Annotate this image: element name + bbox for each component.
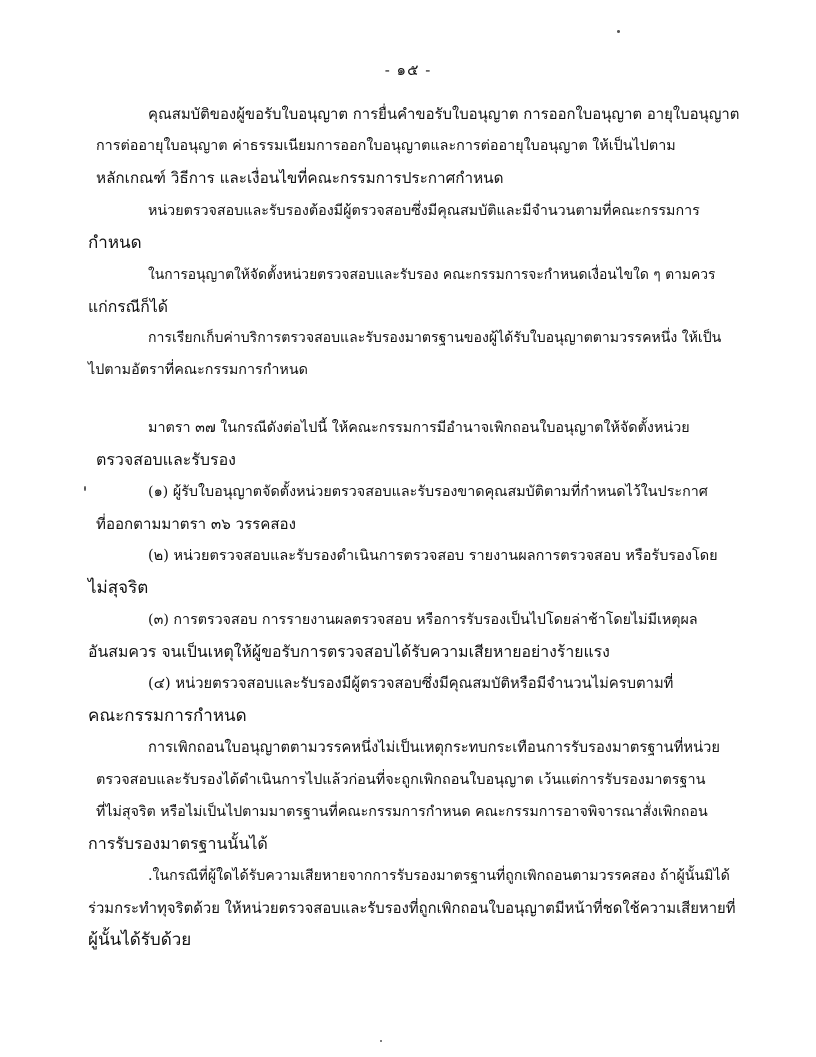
text-line: หน่วยตรวจสอบและรับรองต้องมีผู้ตรวจสอบซึ่งมีคุณสมบัติและมีจำนวนตามที่คณะกรรมการ (148, 203, 700, 219)
text-line: คุณสมบัติของผู้ขอรับใบอนุญาต การยื่นคำขอรับใบอนุญาต การออกใบอนุญาต อายุใบอนุญาต (148, 105, 740, 123)
text-line: ผู้นั้นได้รับด้วย (88, 930, 192, 950)
text-line: การเพิกถอนใบอนุญาตตามวรรคหนึ่งไม่เป็นเหตุกระทบกระเทือนการรับรองมาตรฐานที่หน่วย (148, 739, 720, 756)
text-line: .ในกรณีที่ผู้ใดได้รับความเสียหายจากการรับรองมาตรฐานที่ถูกเพิกถอนตามวรรคสอง ถ้าผู้นั้นมิได้ (148, 868, 730, 884)
text-line: ตรวจสอบและรับรอง (96, 450, 236, 469)
text-line: คณะกรรมการกำหนด (88, 706, 247, 726)
text-line: การต่ออายุใบอนุญาต ค่าธรรมเนียมการออกใบอนุญาตและการต่ออายุใบอนุญาต ให้เป็นไปตาม (96, 138, 676, 154)
scan-speck (84, 486, 86, 491)
scan-speck (617, 30, 620, 33)
text-line: การเรียกเก็บค่าบริการตรวจสอบและรับรองมาตรฐานของผู้ได้รับใบอนุญาตตามวรรคหนึ่ง ให้เป็น (148, 330, 722, 346)
text-line: (๓) การตรวจสอบ การรายงานผลตรวจสอบ หรือการรับรองเป็นไปโดยล่าช้าโดยไม่มีเหตุผล (148, 612, 698, 628)
text-line: ที่ออกตามมาตรา ๓๖ วรรคสอง (96, 515, 296, 533)
scan-speck (380, 1040, 382, 1042)
text-line: ตรวจสอบและรับรองได้ดำเนินการไปแล้วก่อนที่จะถูกเพิกถอนใบอนุญาต เว้นแต่การรับรองมาตรฐาน (96, 772, 706, 788)
text-line: (๑) ผู้รับใบอนุญาตจัดตั้งหน่วยตรวจสอบและรับรองขาดคุณสมบัติตามที่กำหนดไว้ในประกาศ (148, 484, 708, 500)
text-line: กำหนด (88, 233, 142, 253)
text-line: ที่ไม่สุจริต หรือไม่เป็นไปตามมาตรฐานที่คณะกรรมการกำหนด คณะกรรมการอาจพิจารณาสั่งเพิกถอน (96, 804, 708, 820)
text-line: แก่กรณีก็ได้ (88, 297, 168, 316)
text-line: หลักเกณฑ์ วิธีการ และเงื่อนไขที่คณะกรรมการประกาศกำหนด (96, 169, 504, 187)
section-heading-line: มาตรา ๓๗ ในกรณีดังต่อไปนี้ ให้คณะกรรมการมีอำนาจเพิกถอนใบอนุญาตให้จัดตั้งหน่วย (148, 420, 690, 436)
text-line: ไปตามอัตราที่คณะกรรมการกำหนด (88, 362, 308, 378)
text-line: อันสมควร จนเป็นเหตุให้ผู้ขอรับการตรวจสอบได้รับความเสียหายอย่างร้ายแรง (88, 642, 610, 661)
text-line: ร่วมกระทำทุจริตด้วย ให้หน่วยตรวจสอบและรับรองที่ถูกเพิกถอนใบอนุญาตมีหน้าที่ชดใช้ความเสียหายที่ (88, 899, 736, 917)
page-number: - ๑๕ - (384, 61, 432, 79)
text-line: การรับรองมาตรฐานนั้นได้ (88, 834, 268, 853)
text-line: (๒) หน่วยตรวจสอบและรับรองดำเนินการตรวจสอบ รายงานผลการตรวจสอบ หรือรับรองโดย (148, 548, 718, 564)
text-line: ในการอนุญาตให้จัดตั้งหน่วยตรวจสอบและรับรอง คณะกรรมการจะกำหนดเงื่อนไขใด ๆ ตามควร (148, 267, 716, 283)
text-line: (๔) หน่วยตรวจสอบและรับรองมีผู้ตรวจสอบซึ่งมีคุณสมบัติหรือมีจำนวนไม่ครบตามที่ (148, 675, 674, 692)
text-line: ไม่สุจริต (88, 578, 149, 598)
